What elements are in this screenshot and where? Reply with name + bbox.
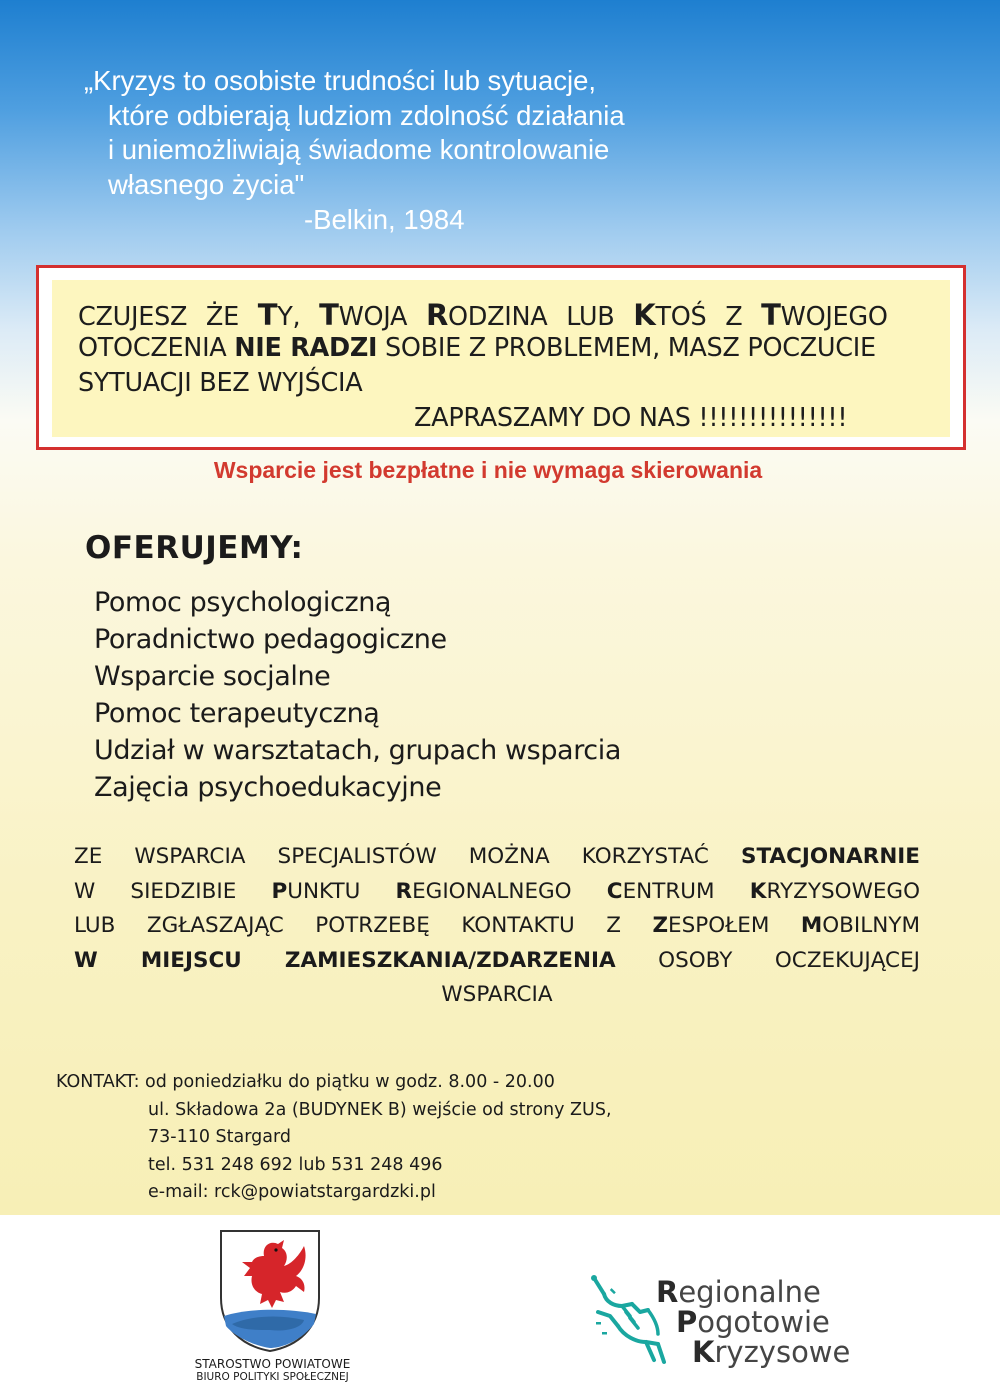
- bold-text: NIE RADZI: [234, 333, 378, 363]
- text-run: ESPOŁEM: [668, 913, 801, 938]
- callout-line-3: SYTUACJI BEZ WYJŚCIA: [78, 368, 363, 398]
- text-run: WOJEGO: [780, 302, 888, 332]
- text-run: CZUJESZ ŻE: [78, 302, 258, 332]
- contact-phone[interactable]: tel. 531 248 692 lub 531 248 496: [148, 1154, 443, 1175]
- bold-text: STACJONARNIE: [740, 844, 920, 869]
- contact-address: ul. Składowa 2a (BUDYNEK B) wejście od strony ZUS,: [148, 1099, 612, 1120]
- callout-box: [36, 265, 966, 450]
- text-run: OTOCZENIA: [78, 333, 235, 363]
- callout-line-2: [78, 333, 876, 363]
- bold-text: W MIEJSCU ZAMIESZKANIA/ZDARZENIA: [74, 947, 616, 973]
- bold-text: M: [800, 913, 823, 938]
- info-line: [74, 840, 920, 875]
- contact-city: 73-110 Stargard: [148, 1127, 291, 1147]
- quote-line: „Kryzys to osobiste trudności lub sytuacje,: [84, 65, 597, 96]
- rpk-word-rest: ogotowie: [697, 1305, 830, 1339]
- bold-text: C: [606, 878, 623, 904]
- rpk-logo-text: [656, 1277, 850, 1367]
- list-item: Pomoc psychologiczną: [94, 587, 392, 618]
- list-item: Poradnictwo pedagogiczne: [94, 624, 447, 655]
- info-line: [74, 909, 920, 944]
- rpk-line-1: [656, 1277, 850, 1307]
- office-name: [160, 1357, 385, 1384]
- offer-title: OFERUJEMY:: [85, 530, 304, 566]
- contact-email[interactable]: e-mail: rck@powiatstargardzki.pl: [148, 1182, 436, 1202]
- capital-letter: T: [319, 298, 339, 332]
- capital-letter: R: [426, 298, 449, 332]
- text-run: UNKTU: [287, 878, 396, 904]
- list-item: Wsparcie socjalne: [94, 661, 331, 692]
- rpk-line-2: [656, 1307, 850, 1337]
- list-item: Udział w warsztatach, grupach wsparcia: [94, 735, 622, 766]
- callout-line-1: [78, 298, 888, 332]
- contact-hours: od poniedziałku do piątku w godz. 8.00 - 20.00: [145, 1072, 555, 1092]
- quote-line: i uniemożliwiają świadome kontrolowanie: [108, 134, 610, 165]
- info-line: [74, 875, 920, 910]
- rpk-initial: K: [692, 1335, 715, 1369]
- rpk-word-rest: egionalne: [678, 1275, 821, 1309]
- quote-line: które odbierają ludziom zdolność działania: [108, 99, 625, 131]
- text-run: RYZYSOWEGO: [766, 878, 920, 904]
- rpk-line-3: [656, 1337, 850, 1367]
- text-run: ODZINA LUB: [448, 302, 634, 332]
- office-name-line-2: BIURO POLITYKI SPOŁECZNEJ: [196, 1371, 349, 1383]
- bold-text: R: [395, 878, 413, 904]
- quote-author: -Belkin, 1984: [304, 204, 465, 235]
- text-run: SOBIE Z PROBLEMEM, MASZ POCZUCIE: [377, 333, 876, 363]
- text-run: LUB ZGŁASZAJĄC POTRZEBĘ KONTAKTU Z: [74, 913, 653, 938]
- offer-list: [94, 584, 621, 806]
- free-support-note: Wsparcie jest bezpłatne i nie wymaga skierowania: [213, 457, 763, 483]
- rpk-initial: P: [676, 1305, 698, 1339]
- text-run: WOJA: [338, 302, 426, 332]
- capital-letter: T: [257, 298, 278, 332]
- rpk-word-rest: ryzysowe: [714, 1335, 851, 1369]
- callout-invitation: ZAPRASZAMY DO NAS !!!!!!!!!!!!!!!: [414, 403, 848, 433]
- text-run: TOŚ Z: [655, 302, 762, 332]
- office-name-line-1: STAROSTWO POWIATOWE: [194, 1357, 351, 1371]
- bold-text: Z: [652, 913, 669, 938]
- info-line: [74, 944, 920, 979]
- capital-letter: K: [633, 298, 656, 332]
- text-run: ZE WSPARCIA SPECJALISTÓW MOŻNA KORZYSTAĆ: [74, 844, 741, 869]
- callout-panel: [52, 280, 950, 437]
- support-info: [74, 840, 920, 1013]
- contact-block: [56, 1069, 612, 1207]
- quote-line: własnego życia": [108, 168, 305, 200]
- bold-text: K: [749, 878, 767, 904]
- text-run: ENTRUM: [622, 878, 750, 904]
- bold-text: P: [271, 878, 288, 904]
- quote: [84, 64, 724, 202]
- text-run: OSOBY OCZEKUJĄCEJ: [615, 947, 920, 973]
- text-run: EGIONALNEGO: [412, 878, 607, 904]
- contact-label: KONTAKT:: [56, 1072, 140, 1092]
- rpk-initial: R: [656, 1275, 679, 1309]
- info-line: WSPARCIA: [441, 982, 553, 1007]
- text-run: OBILNYM: [822, 913, 921, 938]
- coat-of-arms-logo: [218, 1228, 322, 1353]
- list-item: Zajęcia psychoedukacyjne: [94, 772, 442, 803]
- list-item: Pomoc terapeutyczną: [94, 698, 380, 729]
- capital-letter: T: [761, 298, 781, 332]
- text-run: W SIEDZIBIE: [74, 878, 272, 904]
- text-run: Y,: [277, 302, 320, 332]
